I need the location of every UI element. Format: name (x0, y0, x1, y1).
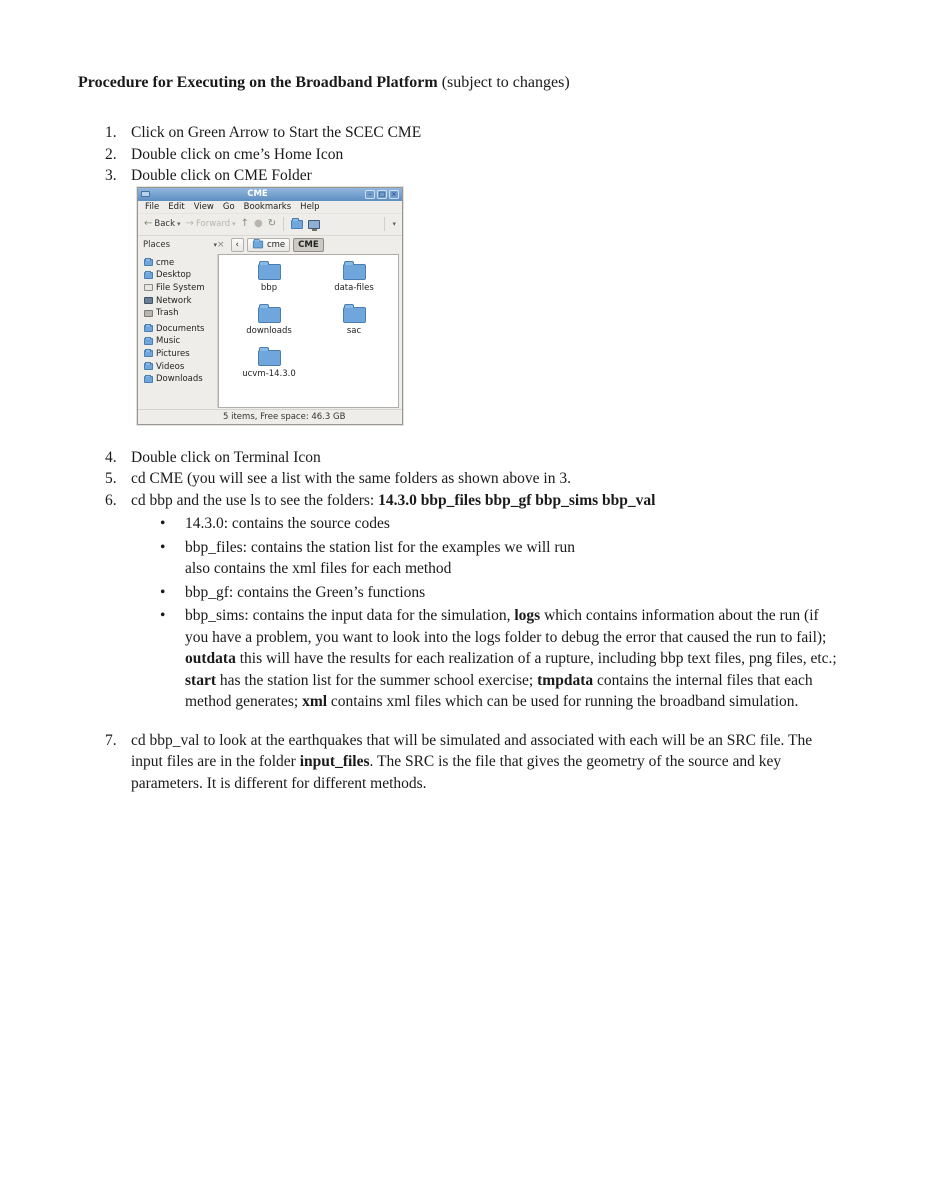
drive-icon (144, 284, 153, 291)
computer-icon (308, 220, 320, 229)
toolbar (138, 214, 402, 236)
toolbar-overflow-icon[interactable]: ▾ (392, 220, 396, 228)
home-folder-icon (291, 220, 303, 229)
folder-item-ucvm[interactable] (229, 346, 309, 379)
breadcrumb-current-button[interactable] (293, 238, 324, 252)
folder-icon (343, 307, 366, 323)
bullet-bbp-sims-text (185, 605, 845, 713)
menu-bar (138, 201, 402, 214)
step-5-number: 5. (105, 470, 117, 487)
steps-4-6 (78, 447, 848, 512)
sidebar-item-desktop[interactable] (144, 269, 217, 282)
back-icon: ← (144, 218, 153, 229)
document-title (78, 72, 848, 93)
breadcrumb-parent-button[interactable] (247, 238, 290, 252)
sidebar-item-label: Downloads (156, 374, 203, 385)
step-2 (78, 144, 848, 166)
step-4 (78, 447, 848, 469)
forward-dropdown-icon: ▾ (232, 220, 236, 228)
sidebar-item-label: Pictures (156, 348, 190, 359)
sidebar-item-label: cme (156, 257, 175, 268)
run: bbp_sims: contains the input data for the simulation, (185, 607, 515, 624)
run: contains the internal files that each method generates; (185, 671, 813, 710)
bullet-icon: • (160, 583, 166, 601)
sidebar-item-pictures[interactable] (144, 348, 217, 361)
folder-icon (144, 376, 153, 383)
up-button[interactable] (241, 219, 249, 229)
menu-edit[interactable]: Edit (168, 201, 185, 212)
sidebar-item-documents[interactable] (144, 322, 217, 335)
step-5-text: cd CME (you will see a list with the same folders as shown above in 3. (131, 470, 571, 487)
folder-icon (144, 272, 153, 279)
bullet-bbp-files (78, 537, 848, 580)
bullet-bbp-files-line1: bbp_files: contains the station list for the examples we will run (185, 538, 576, 556)
bullet-bbp-gf-text: bbp_gf: contains the Green’s functions (185, 583, 426, 601)
step-2-text: Double click on cme’s Home Icon (131, 145, 344, 163)
breadcrumb-scroll-left-button[interactable]: ‹ (231, 238, 244, 252)
refresh-icon: ↻ (267, 218, 277, 229)
trash-icon (144, 310, 153, 317)
step-7 (78, 730, 848, 795)
sidebar-item-trash[interactable] (144, 307, 217, 320)
stop-button[interactable] (254, 219, 263, 229)
close-button[interactable]: × (389, 190, 399, 199)
file-manager-window (137, 187, 403, 425)
folder-icon (258, 264, 281, 280)
run: this will have the results for each realization of a rupture, including bbp text files, png files, etc.; (235, 650, 837, 667)
step-7-number: 7. (105, 731, 117, 749)
bullet-bbp-files-text (185, 537, 575, 580)
step-4-text: Double click on Terminal Icon (131, 448, 321, 466)
sidebar-item-label: File System (156, 282, 205, 293)
sidebar-item-label: Desktop (156, 270, 192, 281)
forward-button[interactable] (186, 219, 236, 229)
sidebar-item-label: Network (156, 295, 192, 306)
run-bold-xml: xml (302, 693, 328, 710)
folder-icon (144, 363, 153, 370)
step-4-number: 4. (105, 448, 117, 466)
window-controls (365, 190, 399, 199)
home-button[interactable] (291, 220, 303, 229)
window-title: CME (247, 188, 268, 199)
run: contains xml files which can be used for running the broadband simulation. (327, 693, 799, 710)
run-bold-outdata: outdata (185, 650, 236, 667)
folder-view (218, 254, 399, 408)
folder-item-data-files[interactable] (314, 260, 394, 293)
step-6 (78, 490, 848, 512)
toolbar-separator (283, 217, 284, 231)
run-bold-tmpdata: tmpdata (537, 671, 594, 689)
bullet-bbp-sims (78, 605, 848, 713)
refresh-button[interactable] (268, 219, 276, 229)
places-close-icon[interactable]: × (217, 239, 225, 250)
window-body (139, 254, 401, 408)
folder-icon (144, 350, 153, 357)
folder-label: data-files (334, 282, 374, 293)
folder-label: bbp (260, 282, 278, 293)
bullet-1430 (78, 513, 848, 535)
run: . The SRC is the file that gives the geometry of the source and key parameters. It is different for different methods. (131, 753, 782, 792)
folder-label: ucvm-14.3.0 (242, 368, 296, 379)
step-6-text (131, 490, 655, 512)
folder-label: downloads (246, 325, 292, 336)
sidebar-item-music[interactable] (144, 335, 217, 348)
run-bold-start: start (185, 671, 216, 689)
document-title-rest: (subject to changes) (437, 74, 570, 91)
sidebar-item-label: Videos (156, 361, 185, 372)
sidebar-item-videos[interactable] (144, 360, 217, 373)
step-5 (78, 468, 848, 490)
sidebar-item-downloads[interactable] (144, 373, 217, 386)
folder-item-downloads[interactable] (229, 303, 309, 336)
forward-label: Forward (195, 219, 231, 229)
step-1-number: 1. (105, 124, 117, 141)
step-7-text (131, 730, 845, 795)
step-6-text-bold: 14.3.0 bbp_files bbp_gf bbp_sims bbp_val (378, 491, 656, 509)
forward-icon: → (185, 218, 194, 229)
places-header (143, 240, 217, 250)
places-label[interactable]: Places (143, 239, 171, 250)
folder-icon (144, 259, 153, 266)
step-6-number: 6. (105, 491, 117, 509)
sidebar-item-file-system[interactable] (144, 282, 217, 295)
network-icon (144, 297, 153, 304)
folder-icon (144, 338, 153, 345)
document-title-bold: Procedure for Executing on the Broadband Platform (78, 74, 438, 91)
run: has the station list for the summer school exercise; (216, 671, 538, 689)
menu-bookmarks[interactable]: Bookmarks (243, 201, 292, 212)
step-1-text: Click on Green Arrow to Start the SCEC CME (131, 124, 422, 141)
step-3 (78, 165, 848, 187)
bullet-bbp-files-line2: also contains the xml files for each method (185, 560, 452, 577)
folder-item-bbp[interactable] (229, 260, 309, 293)
back-label: Back (154, 219, 176, 229)
sidebar-item-label: Music (156, 336, 181, 347)
up-icon: ↑ (240, 218, 250, 229)
bullet-icon: • (160, 538, 166, 556)
places-dropdown-icon[interactable]: ▾ (213, 240, 217, 249)
step-1 (78, 122, 848, 144)
step-3-text: Double click on CME Folder (131, 167, 312, 184)
status-bar: 5 items, Free space: 46.3 GB (138, 409, 402, 424)
folder-icon (258, 307, 281, 323)
folder-icon (144, 325, 153, 332)
folder-icon (258, 350, 281, 366)
menu-file[interactable]: File (145, 201, 160, 212)
folder-item-sac[interactable] (314, 303, 394, 336)
back-dropdown-icon[interactable]: ▾ (177, 220, 181, 228)
title-bar[interactable] (138, 188, 402, 201)
toolbar-separator (384, 217, 385, 231)
breadcrumb-parent-label: cme (266, 239, 286, 250)
minimize-button[interactable]: – (365, 190, 375, 199)
maximize-button[interactable]: □ (378, 189, 386, 198)
bullet-1430-text: 14.3.0: contains the source codes (185, 515, 390, 532)
stop-icon: ● (254, 218, 263, 229)
bullet-bbp-gf (78, 582, 848, 604)
run: cd bbp_val to look at the earthquakes that will be simulated and associated with each will be an SRC file. The input files are in the folder (131, 731, 813, 770)
sidebar-item-cme[interactable] (144, 257, 217, 270)
breadcrumb-current-label: CME (298, 239, 319, 250)
folder-label: sac (346, 325, 362, 336)
window-folder-icon (141, 191, 150, 197)
location-row (138, 236, 402, 254)
run-bold-input-files: input_files (299, 753, 370, 770)
step-3-number: 3. (105, 167, 117, 184)
step-2-number: 2. (105, 145, 117, 163)
places-sidebar (139, 254, 218, 408)
sidebar-item-label: Trash (156, 308, 179, 319)
menu-help[interactable]: Help (300, 201, 320, 212)
run-bold-logs: logs (514, 607, 541, 624)
computer-button[interactable] (308, 220, 320, 229)
run: which contains information about the run (if you have a problem, you want to look into the logs folder to debug the error that caused the run to fail); (185, 607, 827, 646)
bullet-icon: • (160, 515, 166, 532)
menu-view[interactable]: View (193, 201, 214, 212)
sidebar-item-label: Documents (156, 323, 205, 334)
menu-go[interactable]: Go (222, 201, 235, 212)
step-6-text-regular: cd bbp and the use ls to see the folders: (131, 491, 379, 509)
back-button[interactable] (144, 219, 181, 229)
bullet-icon: • (160, 607, 166, 624)
breadcrumb-folder-icon (253, 241, 263, 249)
folder-icon (343, 264, 366, 280)
sidebar-item-network[interactable] (144, 294, 217, 307)
